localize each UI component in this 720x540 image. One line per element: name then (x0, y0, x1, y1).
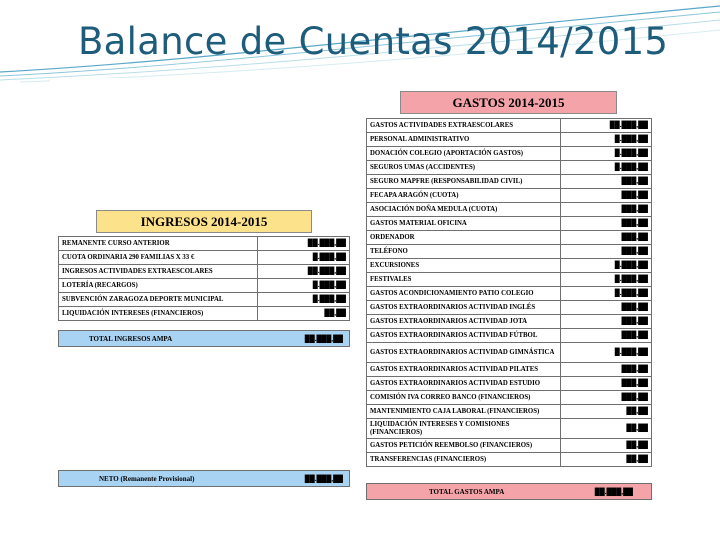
gastos-row-value: ██,██ (561, 419, 652, 439)
ingresos-row-value: █.███,██ (258, 251, 350, 265)
gastos-row (367, 147, 652, 161)
gastos-row-label: GASTOS MATERIAL OFICINA (367, 217, 561, 231)
ingresos-row-label: REMANENTE CURSO ANTERIOR (59, 237, 258, 251)
gastos-row-value: █.███,██ (561, 161, 652, 175)
ingresos-total-label: TOTAL INGRESOS AMPA (89, 335, 173, 343)
gastos-total-value: ██.███,██ (594, 488, 633, 496)
ingresos-table (58, 236, 350, 321)
gastos-table (366, 118, 652, 467)
ingresos-row-label: LIQUIDACIÓN INTERESES (FINANCIEROS) (59, 307, 258, 321)
gastos-row-value: █.███,██ (561, 259, 652, 273)
gastos-row (367, 343, 652, 363)
gastos-row-label: LIQUIDACIÓN INTERESES Y COMISIONES (FINANCIEROS) (367, 419, 561, 439)
gastos-total-label: TOTAL GASTOS AMPA (429, 488, 505, 496)
gastos-row (367, 405, 652, 419)
gastos-row-value: ███,██ (561, 203, 652, 217)
gastos-row (367, 189, 652, 203)
gastos-row-label: SEGUROS UMAS (ACCIDENTES) (367, 161, 561, 175)
gastos-row (367, 133, 652, 147)
gastos-row-label: FESTIVALES (367, 273, 561, 287)
gastos-row-value: ███,██ (561, 245, 652, 259)
ingresos-row (59, 279, 350, 293)
gastos-row-value: █.███,██ (561, 147, 652, 161)
ingresos-row-label: SUBVENCIÓN ZARAGOZA DEPORTE MUNICIPAL (59, 293, 258, 307)
ingresos-row-value: ██.███,██ (258, 237, 350, 251)
gastos-row-label: PERSONAL ADMINISTRATIVO (367, 133, 561, 147)
ingresos-row (59, 251, 350, 265)
gastos-row (367, 287, 652, 301)
gastos-row-label: GASTOS EXTRAORDINARIOS ACTIVIDAD PILATES (367, 363, 561, 377)
gastos-row (367, 119, 652, 133)
gastos-row (367, 245, 652, 259)
gastos-row (367, 329, 652, 343)
gastos-row (367, 377, 652, 391)
gastos-row (367, 231, 652, 245)
gastos-row-label: GASTOS PETICIÓN REEMBOLSO (FINANCIEROS) (367, 439, 561, 453)
gastos-row-label: TRANSFERENCIAS (FINANCIEROS) (367, 453, 561, 467)
ingresos-row-value: █.███,██ (258, 279, 350, 293)
gastos-row-value: ███,██ (561, 377, 652, 391)
gastos-row-value: █.███,██ (561, 133, 652, 147)
ingresos-total-value: ██.███,██ (304, 335, 343, 343)
gastos-row-value: ███,██ (561, 217, 652, 231)
ingresos-row-label: LOTERÍA (RECARGOS) (59, 279, 258, 293)
gastos-row-label: GASTOS EXTRAORDINARIOS ACTIVIDAD INGLÉS (367, 301, 561, 315)
gastos-row-label: GASTOS EXTRAORDINARIOS ACTIVIDAD FÚTBOL (367, 329, 561, 343)
gastos-row-value: ███,██ (561, 231, 652, 245)
gastos-row-label: GASTOS EXTRAORDINARIOS ACTIVIDAD JOTA (367, 315, 561, 329)
ingresos-row (59, 293, 350, 307)
neto-label: NETO (Remanente Provisional) (99, 475, 195, 483)
gastos-row-value: ███,██ (561, 301, 652, 315)
gastos-row-label: MANTENIMIENTO CAJA LABORAL (FINANCIEROS) (367, 405, 561, 419)
gastos-row-label: ORDENADOR (367, 231, 561, 245)
ingresos-row-value: █.███,██ (258, 293, 350, 307)
gastos-row-value: ██,██ (561, 453, 652, 467)
ingresos-row (59, 265, 350, 279)
gastos-row-label: DONACIÓN COLEGIO (APORTACIÓN GASTOS) (367, 147, 561, 161)
gastos-row (367, 315, 652, 329)
ingresos-header: INGRESOS 2014-2015 (96, 210, 312, 233)
gastos-row-label: EXCURSIONES (367, 259, 561, 273)
gastos-row-value: ███,██ (561, 175, 652, 189)
gastos-row-value: ██,██ (561, 439, 652, 453)
gastos-row (367, 259, 652, 273)
gastos-row-label: GASTOS EXTRAORDINARIOS ACTIVIDAD GIMNÁSTICA (367, 343, 561, 363)
gastos-row (367, 439, 652, 453)
gastos-row-label: TELÉFONO (367, 245, 561, 259)
ingresos-row-label: CUOTA ORDINARIA 290 FAMILIAS X 33 € (59, 251, 258, 265)
ingresos-row-value: ██.███,██ (258, 265, 350, 279)
gastos-row (367, 453, 652, 467)
gastos-row (367, 203, 652, 217)
neto-value: ██.███,██ (304, 475, 343, 483)
neto-row (58, 470, 350, 487)
ingresos-total-row (58, 330, 350, 347)
gastos-row-value: █.███,██ (561, 273, 652, 287)
gastos-row (367, 419, 652, 439)
gastos-row-value: █.███,██ (561, 287, 652, 301)
gastos-row-value: ██.███,██ (561, 119, 652, 133)
slide-title: Balance de Cuentas 2014/2015 (78, 20, 669, 63)
gastos-row-label: ASOCIACIÓN DOÑA MEDULA (CUOTA) (367, 203, 561, 217)
gastos-row (367, 175, 652, 189)
gastos-row-value: ███,██ (561, 363, 652, 377)
gastos-row-value: █.███,██ (561, 343, 652, 363)
gastos-row (367, 161, 652, 175)
gastos-row-value: ███,██ (561, 391, 652, 405)
gastos-row-label: SEGURO MAPFRE (RESPONSABILIDAD CIVIL) (367, 175, 561, 189)
gastos-row (367, 217, 652, 231)
gastos-row (367, 363, 652, 377)
gastos-row-label: COMISIÓN IVA CORREO BANCO (FINANCIEROS) (367, 391, 561, 405)
ingresos-row-value: ██,██ (258, 307, 350, 321)
gastos-row (367, 273, 652, 287)
gastos-row-value: ███,██ (561, 329, 652, 343)
gastos-total-row (366, 483, 652, 500)
ingresos-row-label: INGRESOS ACTIVIDADES EXTRAESCOLARES (59, 265, 258, 279)
ingresos-row (59, 237, 350, 251)
gastos-row (367, 301, 652, 315)
gastos-row-label: GASTOS ACTIVIDADES EXTRAESCOLARES (367, 119, 561, 133)
gastos-row-label: GASTOS ACONDICIONAMIENTO PATIO COLEGIO (367, 287, 561, 301)
gastos-row-value: ██,██ (561, 405, 652, 419)
ingresos-row (59, 307, 350, 321)
gastos-row-value: ███,██ (561, 189, 652, 203)
gastos-row-label: FECAPA ARAGÓN (CUOTA) (367, 189, 561, 203)
gastos-row-label: GASTOS EXTRAORDINARIOS ACTIVIDAD ESTUDIO (367, 377, 561, 391)
gastos-row (367, 391, 652, 405)
gastos-row-value: ███,██ (561, 315, 652, 329)
gastos-header: GASTOS 2014-2015 (400, 91, 617, 114)
